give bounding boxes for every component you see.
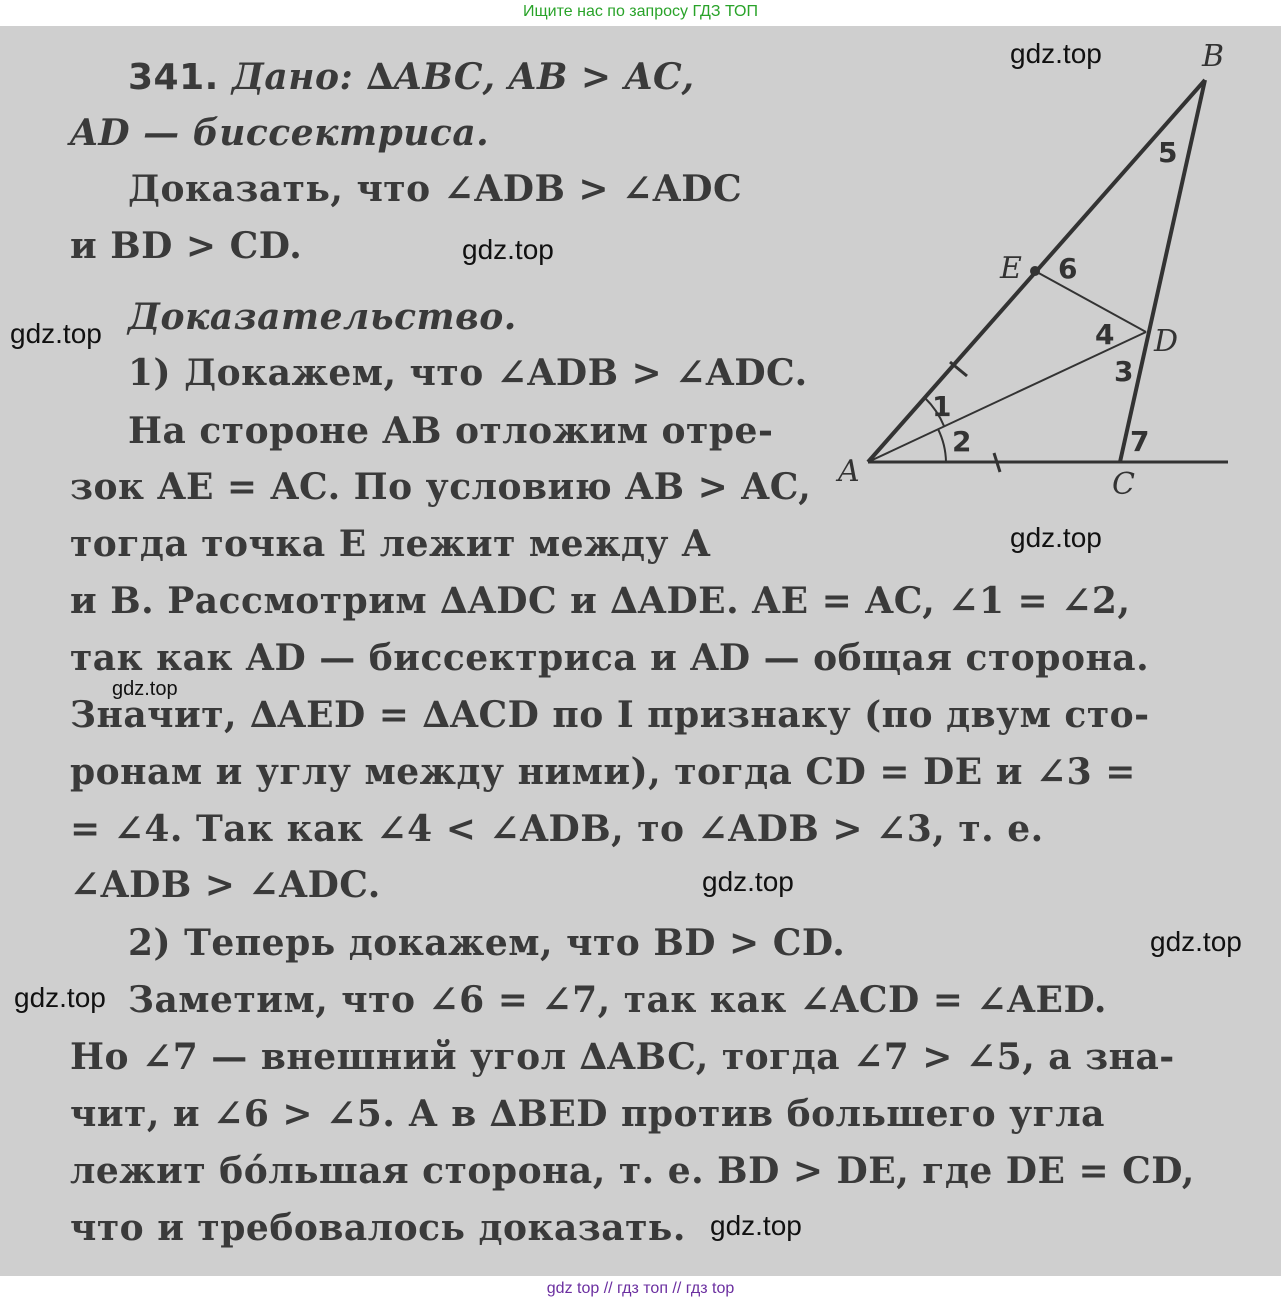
watermark: gdz.top bbox=[1150, 926, 1242, 957]
watermark: gdz.top bbox=[14, 982, 106, 1013]
label-e: E bbox=[1000, 251, 1022, 286]
proof-line-14: чит, и ∠6 > ∠5. А в ∆BED против большего угла bbox=[70, 1093, 1105, 1135]
proof-line-9: = ∠4. Так как ∠4 < ∠ADB, то ∠ADB > ∠3, т. е. bbox=[70, 808, 1044, 850]
label-angle-5: 5 bbox=[1158, 136, 1178, 169]
proof-line-10: ∠ADB > ∠ADC. bbox=[70, 864, 381, 906]
prove-line-1: Доказать, что ∠ADB > ∠ADC bbox=[128, 168, 743, 210]
proof-line-4: тогда точка E лежит между A bbox=[70, 523, 711, 565]
triangle-figure bbox=[830, 26, 1250, 506]
proof-line-13: Но ∠7 — внешний угол ∆ABC, тогда ∠7 > ∠5, а зна- bbox=[70, 1036, 1175, 1078]
angle-2-arc bbox=[938, 429, 946, 462]
watermark: gdz.top bbox=[10, 318, 102, 349]
proof-line-2: На стороне AB отложим отре- bbox=[128, 410, 774, 452]
label-angle-1: 1 bbox=[932, 390, 952, 423]
bottom-banner[interactable]: gdz top // гдз топ // гдз top bbox=[546, 1280, 735, 1297]
label-c: C bbox=[1112, 467, 1135, 502]
watermark: gdz.top bbox=[1010, 522, 1102, 553]
problem-number: 341. bbox=[128, 57, 219, 98]
label-b: B bbox=[1202, 39, 1225, 74]
label-d: D bbox=[1154, 324, 1179, 359]
label-a: A bbox=[838, 454, 860, 489]
bisector-ad bbox=[868, 332, 1146, 462]
proof-line-3: зок AE = AC. По условию AB > AC, bbox=[70, 466, 812, 508]
segment-ed bbox=[1035, 271, 1146, 332]
label-angle-3: 3 bbox=[1114, 355, 1134, 388]
label-angle-4: 4 bbox=[1095, 318, 1115, 351]
given-line-1: Дано: ∆ABC, AB > AC, bbox=[231, 56, 695, 98]
watermark: gdz.top bbox=[702, 866, 794, 897]
proof-line-12: Заметим, что ∠6 = ∠7, так как ∠ACD = ∠AED. bbox=[128, 979, 1107, 1021]
label-angle-2: 2 bbox=[952, 425, 972, 458]
proof-line-15: лежит бóльшая сторона, т. е. BD > DE, где DE = CD, bbox=[70, 1150, 1195, 1192]
proof-line-5: и B. Рассмотрим ∆ADC и ∆ADE. AE = AC, ∠1 = ∠2, bbox=[70, 580, 1131, 622]
watermark: gdz.top bbox=[1010, 38, 1102, 69]
proof-line-11: 2) Теперь докажем, что BD > CD. bbox=[128, 922, 846, 964]
proof-line-6: так как AD — биссектриса и AD — общая сторона. bbox=[70, 637, 1150, 679]
proof-line-7: Значит, ∆AED = ∆ACD по I признаку (по двум сто- bbox=[70, 694, 1150, 736]
watermark: gdz.top bbox=[710, 1210, 802, 1241]
proof-line-16: что и требовалось доказать. bbox=[70, 1207, 686, 1249]
prove-line-2: и BD > CD. bbox=[70, 225, 303, 267]
proof-heading: Доказательство. bbox=[128, 296, 517, 338]
top-banner[interactable]: Ищите нас по запросу ГДЗ ТОП bbox=[523, 3, 758, 20]
label-angle-7: 7 bbox=[1130, 425, 1150, 458]
given-line-2: AD — биссектриса. bbox=[70, 112, 490, 154]
watermark: gdz.top bbox=[112, 678, 178, 700]
label-angle-6: 6 bbox=[1058, 252, 1078, 285]
watermark: gdz.top bbox=[462, 234, 554, 265]
proof-line-8: ронам и углу между ними), тогда CD = DE и ∠3 = bbox=[70, 751, 1136, 793]
point-e-dot bbox=[1030, 266, 1040, 276]
proof-line-1: 1) Докажем, что ∠ADB > ∠ADC. bbox=[128, 352, 808, 394]
problem-number-and-given bbox=[128, 56, 695, 98]
